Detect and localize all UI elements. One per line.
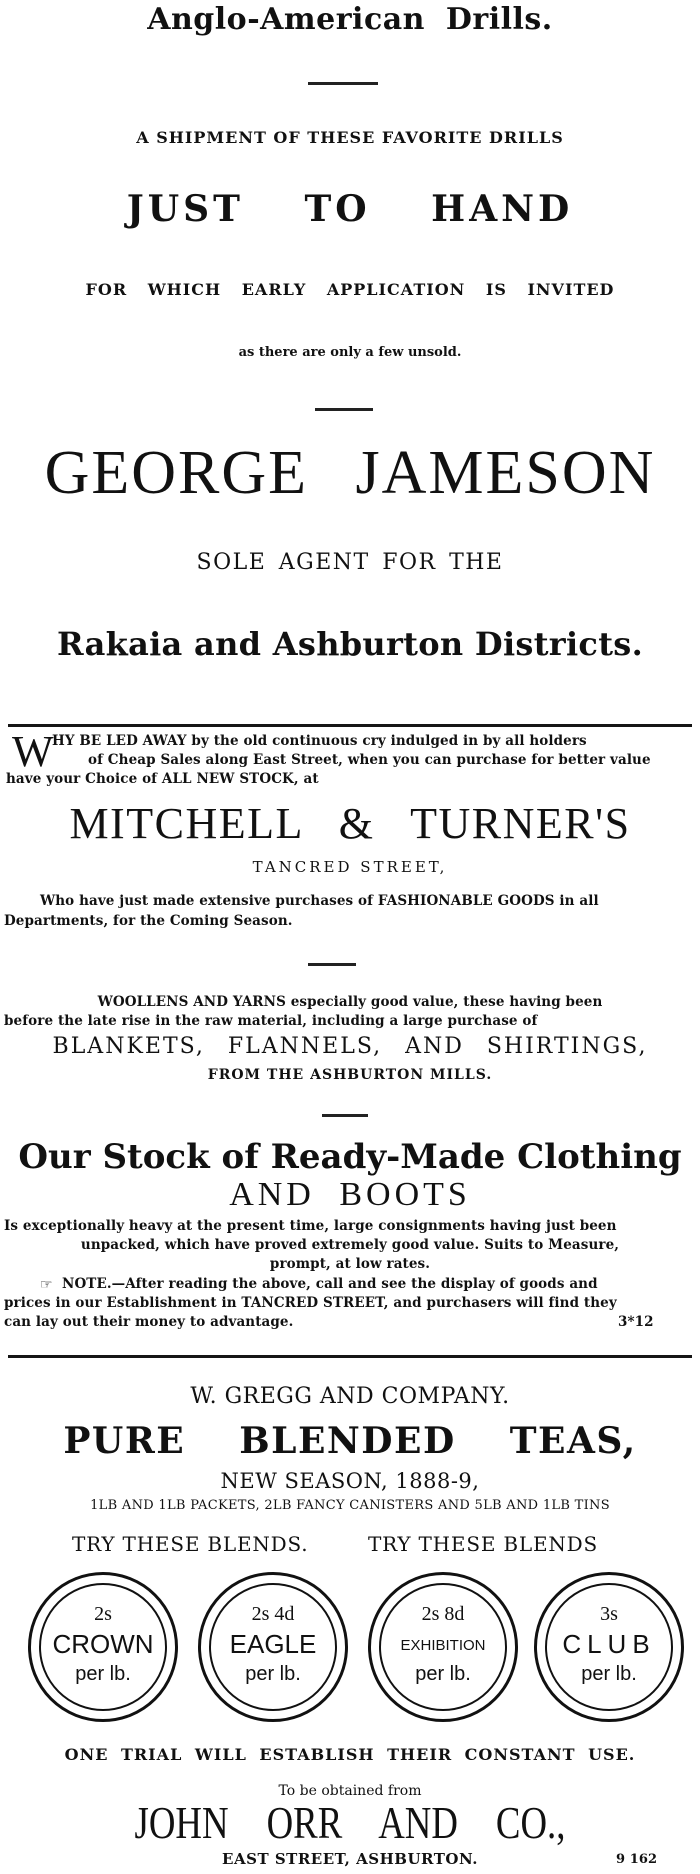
street-name: TANCRED STREET, (252, 858, 448, 876)
merchant-address: EAST STREET, ASHBURTON. (222, 1850, 478, 1868)
note-line-1: NOTE.—After reading the above, call and see the display of goods and (62, 1276, 598, 1292)
blend-circle-eagle (198, 1572, 348, 1722)
tea-headline: PURE BLENDED TEAS, (63, 1420, 637, 1462)
blend-name: EAGLE (229, 1629, 317, 1659)
blend-unit: per lb. (581, 1663, 637, 1685)
season-text: NEW SEASON, 1888-9, (220, 1469, 480, 1493)
try-blends-left: TRY THESE BLENDS. (72, 1532, 309, 1556)
woollens-line-1: WOOLLENS AND YARNS especially good value, these having been (97, 994, 603, 1010)
drills-title: Anglo-American Drills. (147, 2, 553, 37)
note-line-3: can lay out their money to advantage. (4, 1314, 294, 1330)
unsold-text: as there are only a few unsold. (238, 345, 462, 360)
blend-name: CLUB (562, 1629, 656, 1659)
blend-name: CROWN (52, 1629, 154, 1659)
blend-circle-crown (28, 1572, 178, 1722)
and-boots-headline: AND BOOTS (229, 1176, 471, 1213)
agent-name: GEORGE JAMESON (44, 439, 656, 507)
pointing-hand-icon: ☞ (40, 1277, 53, 1293)
merchant-name: JOHN ORR AND CO., (134, 1797, 566, 1848)
packets-text: 1LB AND 1LB PACKETS, 2LB FANCY CANISTERS AND 5LB AND 1LB TINS (90, 1498, 610, 1513)
just-to-hand-headline: JUST TO HAND (126, 188, 574, 230)
section-rule (8, 724, 692, 727)
blend-price: 3s (600, 1603, 618, 1625)
blend-price: 2s 4d (251, 1603, 295, 1625)
blend-price: 2s 8d (421, 1603, 465, 1625)
firm-name: MITCHELL & TURNER'S (69, 799, 631, 848)
divider (315, 408, 373, 411)
blend-unit: per lb. (415, 1663, 471, 1685)
obtained-text: To be obtained from (278, 1783, 422, 1799)
woollens-line-2: before the late rise in the raw material, including a large purchase of (4, 1013, 538, 1029)
blend-unit: per lb. (75, 1663, 131, 1685)
districts-text: Rakaia and Ashburton Districts. (56, 625, 644, 663)
purchases-line-1: Who have just made extensive purchases of FASHIONABLE GOODS in all (40, 893, 599, 909)
try-blends-right: TRY THESE BLENDS (368, 1532, 598, 1556)
section-rule (8, 1355, 692, 1358)
note-line-2: prices in our Establishment in TANCRED STREET, and purchasers will find they (4, 1295, 617, 1311)
divider (308, 963, 356, 966)
blend-price: 2s (94, 1603, 112, 1625)
shipment-text: A SHIPMENT OF THESE FAVORITE DRILLS (136, 128, 564, 147)
intro-line-3: have your Choice of ALL NEW STOCK, at (6, 771, 319, 787)
application-text: FOR WHICH EARLY APPLICATION IS INVITED (85, 280, 615, 299)
company-name: W. GREGG AND COMPANY. (190, 1384, 510, 1409)
stock-line-1: Is exceptionally heavy at the present time, large consignments having just been (4, 1218, 617, 1234)
blend-circle-exhibition (368, 1572, 518, 1722)
tea-ref-code: 9 162 (616, 1852, 658, 1867)
divider (308, 82, 378, 85)
stock-line-2: unpacked, which have proved extremely good value. Suits to Measure, (80, 1237, 620, 1253)
ref-code: 3*12 (618, 1314, 654, 1330)
intro-line-2: of Cheap Sales along East Street, when you can purchase for better value (88, 752, 651, 768)
intro-line-1: HY BE LED AWAY by the old continuous cry indulged in by all holders (52, 733, 587, 749)
stock-headline: Our Stock of Ready-Made Clothing (18, 1137, 682, 1177)
sole-agent-text: SOLE AGENT FOR THE (196, 550, 504, 575)
drop-cap: W (12, 727, 54, 776)
blend-unit: per lb. (245, 1663, 301, 1685)
mills-text: FROM THE ASHBURTON MILLS. (207, 1067, 493, 1083)
divider (322, 1114, 368, 1117)
blend-name: EXHIBITION (400, 1637, 486, 1654)
stock-line-3: prompt, at low rates. (269, 1256, 431, 1272)
trial-text: ONE TRIAL WILL ESTABLISH THEIR CONSTANT USE. (64, 1745, 636, 1764)
blend-circle-club (534, 1572, 684, 1722)
blankets-text: BLANKETS, FLANNELS, AND SHIRTINGS, (52, 1034, 648, 1059)
purchases-line-2: Departments, for the Coming Season. (4, 913, 293, 929)
